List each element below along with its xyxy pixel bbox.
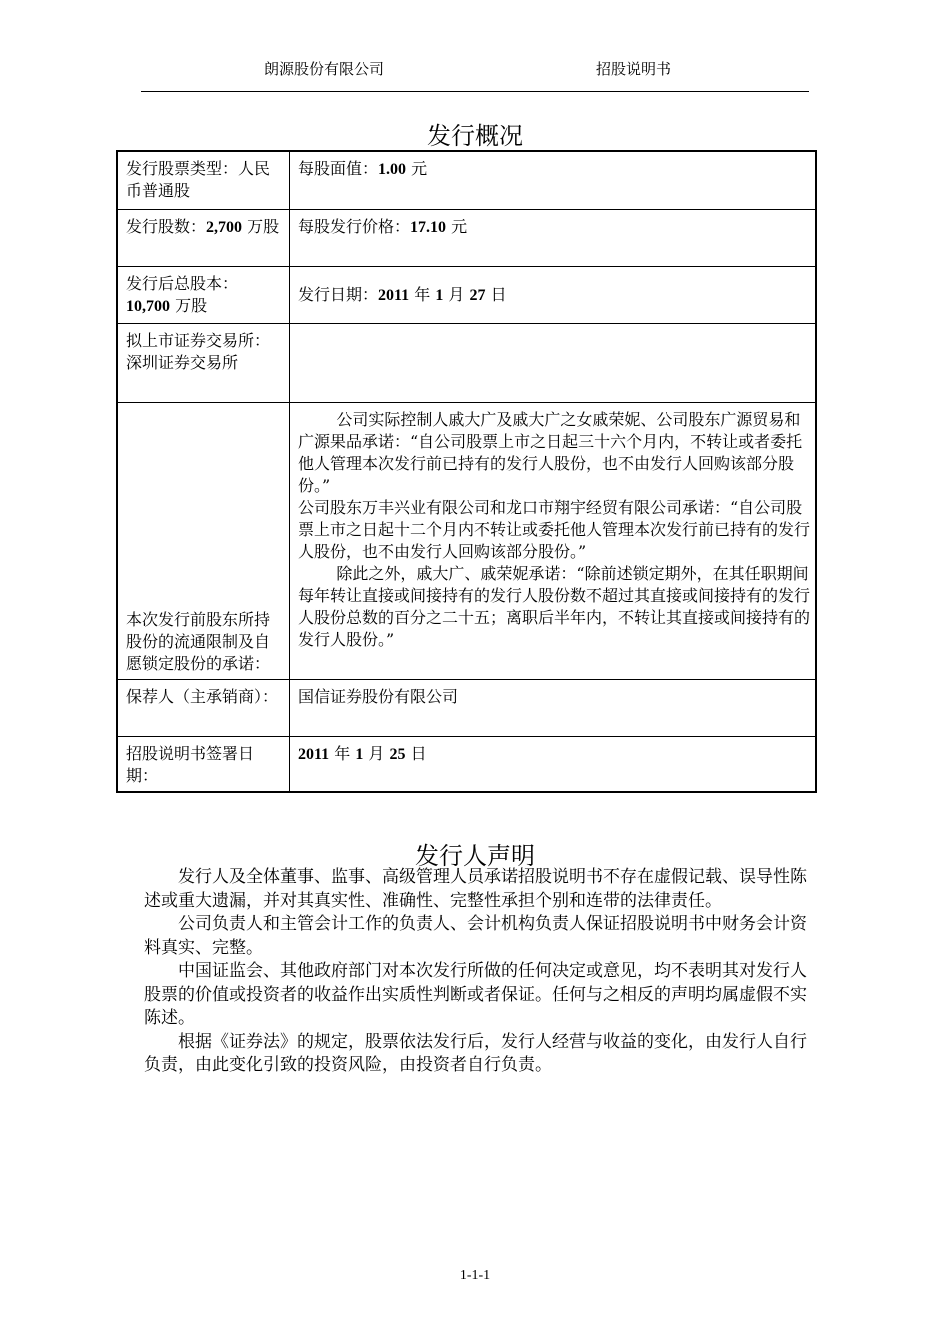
par-value-label: 每股面值：	[298, 159, 379, 178]
signing-date-text: 招股说明书签署日期：	[126, 743, 255, 785]
issue-date-year: 2011	[378, 287, 410, 304]
lockup-paragraph: 公司股东万丰兴业有限公司和龙口市翔宇经贸有限公司承诺：“自公司股票上市之日起十二个月内不转让或委托他人管理本次发行前已持有的发行人股份，也不由发行人回购该部分股份。”	[298, 497, 811, 561]
year-unit: 年	[329, 743, 356, 763]
par-value-cell	[290, 151, 817, 209]
sponsor-value	[290, 679, 817, 736]
signing-date-cell	[290, 736, 817, 792]
month-unit: 月	[443, 285, 470, 304]
shares-issued-unit: 万股	[242, 216, 280, 236]
header-company-name: 朗源股份有限公司	[264, 60, 385, 78]
issue-date-label: 发行日期：	[298, 285, 379, 304]
shares-issued-label	[117, 209, 290, 266]
issue-price-unit: 元	[446, 216, 468, 236]
shares-issued-number: 2,700	[206, 218, 243, 236]
table-row	[117, 679, 816, 736]
issuer-declaration-body	[144, 866, 816, 1078]
overview-title: 发行概况	[427, 122, 523, 150]
table-row	[117, 736, 816, 792]
total-shares-label	[117, 266, 290, 323]
day-unit: 日	[405, 743, 427, 763]
issue-price-cell	[290, 209, 817, 266]
lockup-paragraph: 除此之外，戚大广、戚荣妮承诺：“除前述锁定期外，在其任职期间每年转让直接或间接持有的发行人股份数不超过其直接或间接持有的发行人股份总数的百分之二十五；离职后半年内，不转让其直接或间接持有的发行人股份。”	[298, 563, 811, 649]
total-shares-prefix: 发行后总股本：	[126, 273, 239, 293]
table-row	[117, 266, 816, 323]
declaration-paragraph: 公司负责人和主管会计工作的负责人、会计机构负责人保证招股说明书中财务会计资料真实、完整。	[144, 914, 807, 958]
page-number: 1-1-1	[459, 1268, 491, 1283]
sponsor-name: 国信证券股份有限公司	[298, 686, 459, 706]
month-unit: 月	[363, 743, 390, 763]
table-row	[117, 323, 816, 402]
issue-date-cell	[290, 266, 817, 323]
stock-type-label	[117, 151, 290, 209]
signing-date-year: 2011	[298, 745, 330, 763]
sponsor-label	[117, 679, 290, 736]
declaration-paragraph: 发行人及全体董事、监事、高级管理人员承诺招股说明书不存在虚假记载、误导性陈述或重大遗漏，并对其真实性、准确性、完整性承担个别和连带的法律责任。	[144, 867, 807, 911]
table-row	[117, 402, 816, 679]
header-document-type: 招股说明书	[596, 60, 672, 78]
page-header	[0, 56, 950, 86]
declaration-title: 发行人声明	[415, 842, 535, 870]
header-divider	[141, 91, 809, 92]
issue-price-number: 17.10	[410, 218, 447, 236]
par-value-number: 1.00	[378, 161, 407, 178]
par-value-unit: 元	[406, 159, 428, 178]
issue-price-label: 每股发行价格：	[298, 216, 411, 236]
exchange-value-cell	[290, 323, 817, 402]
total-shares-number: 10,700	[126, 297, 170, 315]
lockup-commitment-text: 本次发行前股东所持股份的流通限制及自愿锁定股份的承诺：	[126, 609, 271, 673]
sponsor-label-text: 保荐人（主承销商）：	[126, 686, 279, 706]
lockup-paragraph: 公司实际控制人戚大广及戚大广之女戚荣妮、公司股东广源贸易和广源果品承诺：“自公司股票上市之日起三十六个月内，不转让或者委托他人管理本次发行前已持有的发行人股份，也不由发行人回购该部分股份。”	[298, 409, 803, 495]
shares-issued-prefix: 发行股数：	[126, 216, 207, 236]
stock-type-text: 发行股票类型：人民币普通股	[126, 159, 271, 200]
declaration-paragraph: 中国证监会、其他政府部门对本次发行所做的任何决定或意见，均不表明其对发行人股票的价值或投资者的收益作出实质性判断或者保证。任何与之相反的声明均属虚假不实陈述。	[144, 961, 807, 1028]
issue-date-month: 1	[435, 287, 444, 304]
signing-date-day: 25	[389, 745, 406, 763]
exchange-label	[117, 323, 290, 402]
table-row	[117, 151, 816, 209]
exchange-text: 拟上市证券交易所：深圳证券交易所	[126, 330, 271, 372]
day-unit: 日	[485, 285, 507, 304]
lockup-commitment-cell	[290, 402, 817, 679]
table-row	[117, 209, 816, 266]
total-shares-unit: 万股	[170, 295, 208, 315]
issue-date-day: 27	[469, 287, 486, 304]
year-unit: 年	[409, 285, 436, 304]
lockup-commitment-label	[117, 402, 290, 679]
issuance-overview-table	[116, 150, 817, 793]
signing-date-month: 1	[355, 745, 364, 763]
declaration-paragraph: 根据《证券法》的规定，股票依法发行后，发行人经营与收益的变化，由发行人自行负责，由此变化引致的投资风险，由投资者自行负责。	[144, 1031, 807, 1075]
signing-date-label	[117, 736, 290, 792]
